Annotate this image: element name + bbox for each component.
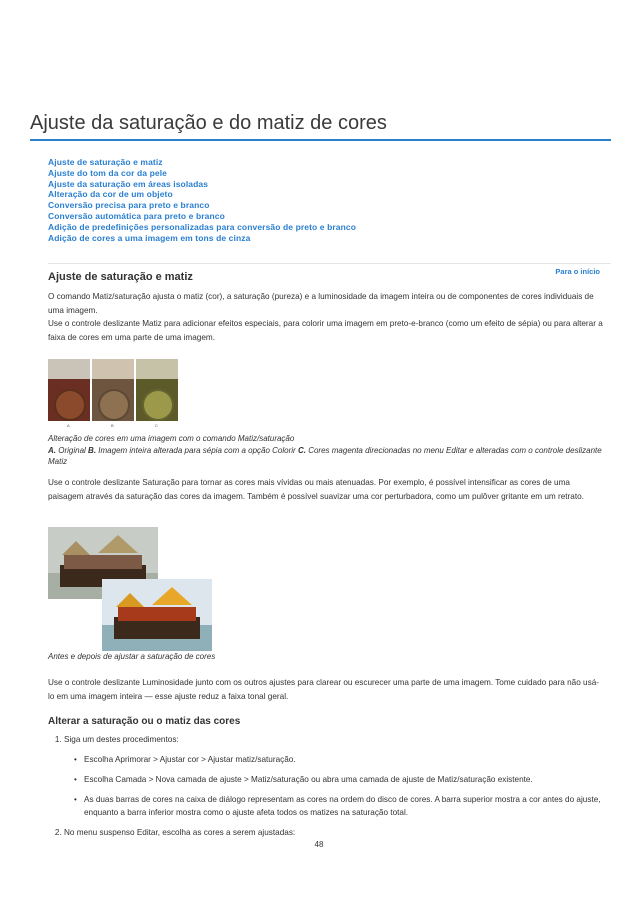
toc-link[interactable]: Adição de cores a uma imagem em tons de cinza [48, 232, 251, 243]
step-text: No menu suspenso Editar, escolha as cores a serem ajustadas: [64, 827, 296, 837]
step-options [64, 753, 619, 819]
title-rule [30, 139, 611, 141]
toc-link[interactable]: Ajuste de saturação e matiz [48, 157, 163, 167]
toc-link[interactable]: Conversão precisa para preto e branco [48, 200, 210, 211]
hue-example-figure [48, 359, 178, 431]
figure-label-a: A [67, 423, 70, 428]
step-text: Siga um destes procedimentos: [64, 735, 179, 744]
section-divider [48, 263, 611, 264]
sepia-photo [92, 359, 134, 421]
option-item: • Escolha Camada > Nova camada de ajuste > Matiz/saturação ou abra uma camada de ajuste de Matiz/saturação existente. [74, 773, 619, 786]
toc-link[interactable]: Conversão automática para preto e branco [48, 210, 225, 221]
caption-c-label: C. [297, 445, 306, 455]
caption-b-label: B. [88, 445, 97, 455]
procedure-steps [50, 733, 619, 843]
caption-b-text: Imagem inteira alterada para sépia com a opção Colorir [98, 445, 296, 455]
caption-title: Alteração de cores em uma imagem com o comando Matiz/saturação [48, 434, 295, 443]
toc-link[interactable]: Ajuste do tom da cor da pele [48, 167, 167, 178]
paragraph-saturation: Use o controle deslizante Saturação para tornar as cores mais vívidas ou mais atenuadas. Por exemplo, é possível intensificar as cores de uma paisagem através da saturação das cores da imagem. Também é possível suavizar uma cor perturbadora, como um pulôver gritante em um retrato. [48, 478, 584, 501]
table-of-contents [48, 157, 356, 243]
toc-link[interactable]: Adição de predefinições personalizadas para conversão de preto e branco [48, 221, 357, 232]
caption-a-text: Original [58, 445, 86, 455]
option-item: • As duas barras de cores na caixa de diálogo representam as cores na ordem do disco de cores. A barra superior mostra a cor antes do ajuste, enquanto a barra inferior mostra como o ajuste afeta todos os matizes na saturação total. [74, 793, 619, 819]
original-photo [48, 359, 90, 421]
after-photo [102, 579, 212, 651]
back-to-top-link[interactable]: Para o início [555, 267, 600, 276]
toc-link[interactable]: Ajuste da saturação em áreas isoladas [48, 178, 209, 189]
caption-c-text: Cores magenta direcionadas no menu Editar e alteradas com o controle deslizante Matiz [48, 445, 602, 466]
figure-caption-saturation: Antes e depois de ajustar a saturação de cores [48, 652, 216, 661]
figure-label-b: B [111, 423, 114, 428]
magenta-adjusted-photo [136, 359, 178, 421]
section-heading: Ajuste de saturação e matiz [48, 271, 193, 283]
step-item [64, 733, 619, 819]
paragraph-luminosity: Use o controle deslizante Luminosidade junto com os outros ajustes para clarear ou escurecer uma parte de uma imagem. Tome cuidado para não usá-lo em uma imagem inteira — esse ajuste reduz a faixa tonal geral. [48, 678, 599, 701]
figure-label-c: C [155, 423, 158, 428]
saturation-example-figure [48, 527, 218, 652]
procedure-heading: Alterar a saturação ou o matiz das cores [48, 716, 241, 727]
page-number: 48 [314, 840, 324, 849]
paragraph-intro: O comando Matiz/saturação ajusta o matiz (cor), a saturação (pureza) e a luminosidade da imagem inteira ou de componentes de cores individuais de uma imagem. [48, 292, 594, 315]
paragraph-hue: Use o controle deslizante Matiz para adicionar efeitos especiais, para colorir uma imagem em preto-e-branco (como um efeito de sépia) ou para alterar a faixa de cores em uma parte de uma imagem. [48, 319, 603, 342]
figure-caption-hue [48, 433, 608, 468]
option-item: • Escolha Aprimorar > Ajustar cor > Ajustar matiz/saturação. [74, 753, 619, 766]
step-item [64, 826, 619, 840]
caption-a-label: A. [48, 445, 56, 455]
page-title: Ajuste da saturação e do matiz de cores [30, 112, 387, 134]
toc-link[interactable]: Alteração da cor de um objeto [48, 189, 173, 200]
